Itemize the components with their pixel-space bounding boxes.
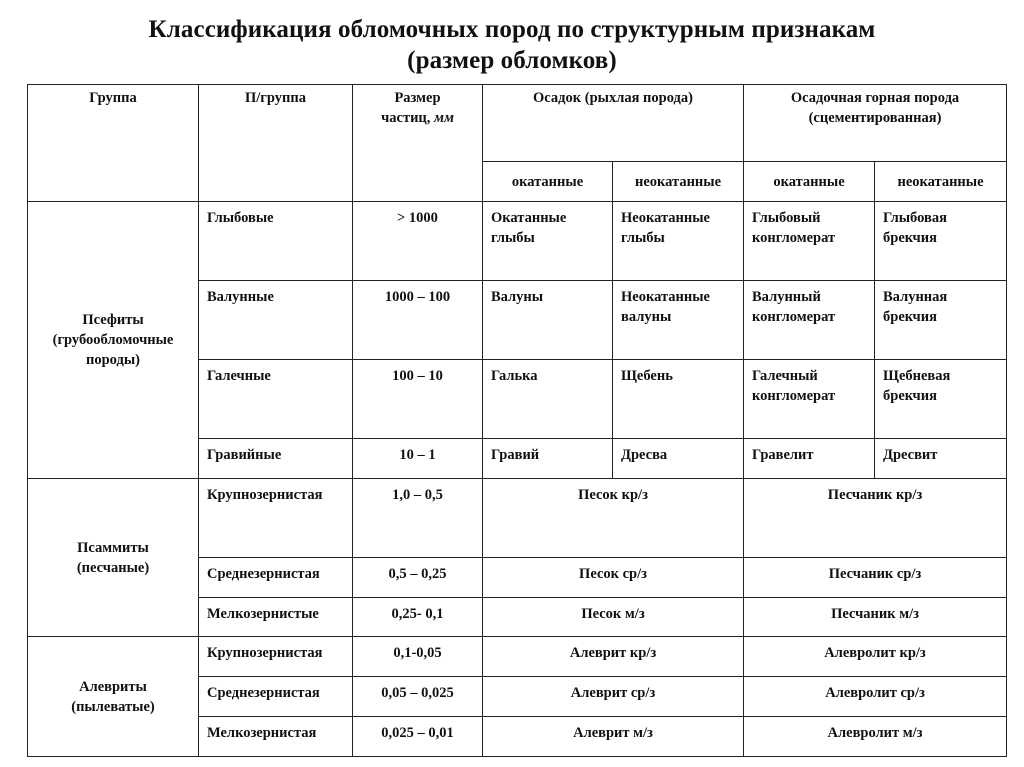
rock-unrounded-cell: Глыбовая брекчия (875, 202, 1007, 281)
size-unit: мм (434, 110, 454, 126)
subgroup-cell: Среднезернистая (199, 677, 353, 717)
table-row (28, 637, 1007, 677)
table-row (28, 479, 1007, 558)
header-rock-unrounded: неокатанные (875, 162, 1007, 202)
rock-rounded-cell: Гравелит (744, 439, 875, 479)
classification-table (27, 84, 1007, 757)
subgroup-cell: Крупнозернистая (199, 479, 353, 558)
size-cell: 0,1-0,05 (353, 637, 483, 677)
subgroup-cell: Гравийные (199, 439, 353, 479)
rock-cell: Алевролит ср/з (744, 677, 1007, 717)
table-row (28, 202, 1007, 281)
header-rock: Осадочная горная порода (сцементированная) (744, 85, 1007, 162)
group-psammites: Псаммиты (песчаные) (28, 479, 199, 637)
rock-cell: Песчаник м/з (744, 598, 1007, 637)
size-cell: 10 – 1 (353, 439, 483, 479)
size-cell: 0,025 – 0,01 (353, 717, 483, 757)
size-cell: 1000 – 100 (353, 281, 483, 360)
sediment-cell: Алеврит кр/з (483, 637, 744, 677)
subgroup-cell: Мелкозернистые (199, 598, 353, 637)
header-group: Группа (28, 85, 199, 202)
sediment-cell: Песок кр/з (483, 479, 744, 558)
size-cell: 0,5 – 0,25 (353, 558, 483, 598)
sediment-rounded-cell: Гравий (483, 439, 613, 479)
rock-cell: Алевролит кр/з (744, 637, 1007, 677)
header-size: Размер частиц, мм (353, 85, 483, 202)
header-row-1 (28, 85, 1007, 162)
rock-cell: Песчаник ср/з (744, 558, 1007, 598)
subgroup-cell: Валунные (199, 281, 353, 360)
sediment-cell: Песок ср/з (483, 558, 744, 598)
subgroup-cell: Мелкозернистая (199, 717, 353, 757)
title-line-2: (размер обломков) (407, 47, 617, 74)
sediment-cell: Алеврит м/з (483, 717, 744, 757)
header-subgroup: П/группа (199, 85, 353, 202)
rock-cell: Песчаник кр/з (744, 479, 1007, 558)
rock-unrounded-cell: Дресвит (875, 439, 1007, 479)
header-sediment: Осадок (рыхлая порода) (483, 85, 744, 162)
size-cell: 100 – 10 (353, 360, 483, 439)
sediment-rounded-cell: Окатанные глыбы (483, 202, 613, 281)
sediment-rounded-cell: Галька (483, 360, 613, 439)
sediment-cell: Алеврит ср/з (483, 677, 744, 717)
header-sediment-rounded: окатанные (483, 162, 613, 202)
size-cell: 1,0 – 0,5 (353, 479, 483, 558)
header-rock-rounded: окатанные (744, 162, 875, 202)
size-cell: 0,25- 0,1 (353, 598, 483, 637)
page-title (0, 14, 1024, 76)
sediment-unrounded-cell: Дресва (613, 439, 744, 479)
subgroup-cell: Среднезернистая (199, 558, 353, 598)
group-psephites: Псефиты (грубообломочные породы) (28, 202, 199, 479)
group-aleurites: Алевриты (пылеватые) (28, 637, 199, 757)
sediment-unrounded-cell: Неокатанные глыбы (613, 202, 744, 281)
sediment-unrounded-cell: Щебень (613, 360, 744, 439)
title-line-1: Классификация обломочных пород по структурным признакам (148, 16, 876, 43)
header-sediment-unrounded: неокатанные (613, 162, 744, 202)
rock-rounded-cell: Глыбовый конгломерат (744, 202, 875, 281)
rock-rounded-cell: Валунный конгломерат (744, 281, 875, 360)
rock-cell: Алевролит м/з (744, 717, 1007, 757)
sediment-unrounded-cell: Неокатанные валуны (613, 281, 744, 360)
rock-unrounded-cell: Валунная брекчия (875, 281, 1007, 360)
rock-unrounded-cell: Щебневая брекчия (875, 360, 1007, 439)
subgroup-cell: Крупнозернистая (199, 637, 353, 677)
sediment-rounded-cell: Валуны (483, 281, 613, 360)
size-cell: 0,05 – 0,025 (353, 677, 483, 717)
subgroup-cell: Галечные (199, 360, 353, 439)
sediment-cell: Песок м/з (483, 598, 744, 637)
size-cell: > 1000 (353, 202, 483, 281)
subgroup-cell: Глыбовые (199, 202, 353, 281)
rock-rounded-cell: Галечный конгломерат (744, 360, 875, 439)
